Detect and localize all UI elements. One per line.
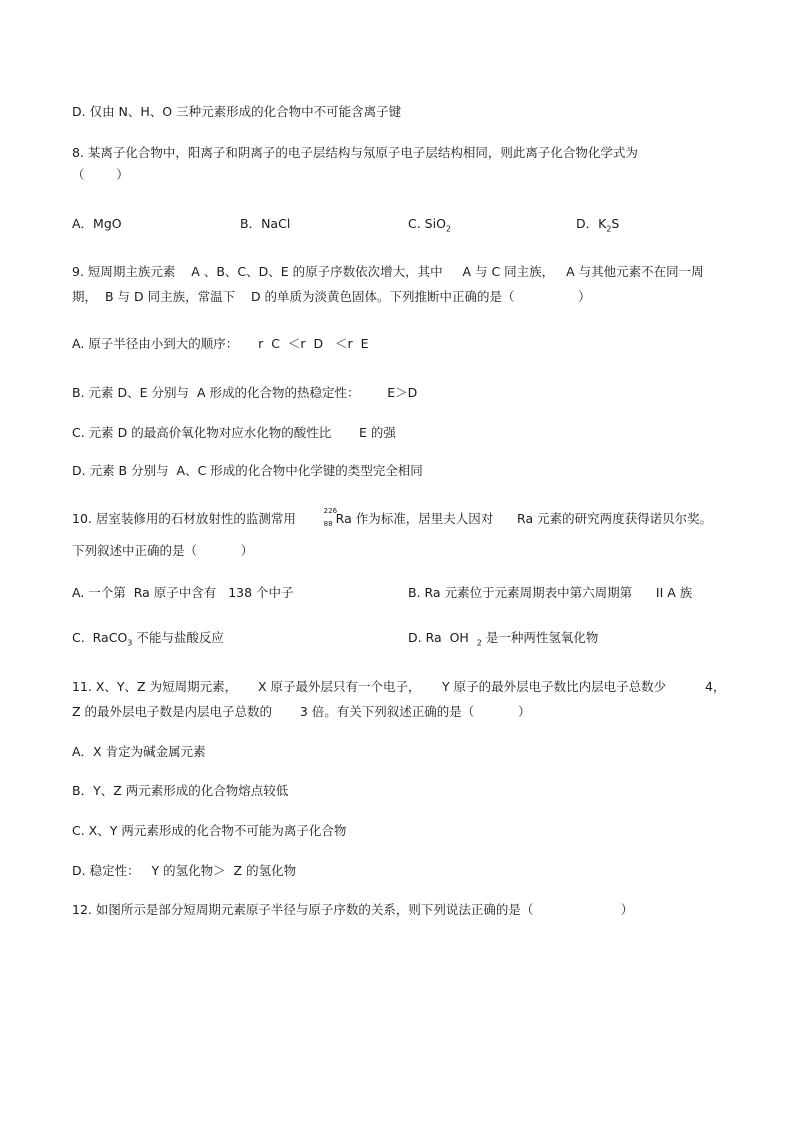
q9-option-d: D. 元素 B 分别与 A、C 形成的化合物中化学键的类型完全相同 (72, 463, 423, 478)
q11-option-b: B．Y、Z 两元素形成的化合物熔点较低 (72, 783, 289, 798)
q10-option-b: B. Ra 元素位于元素周期表中第六周期第 II A 族 (408, 585, 693, 600)
q10-options-cd (72, 630, 732, 646)
q11-option-c: C. X、Y 两元素形成的化合物不可能为离子化合物 (72, 823, 347, 838)
q9-option-b: B. 元素 D、E 分别与 A 形成的化合物的热稳定性： E＞D (72, 385, 418, 400)
q11-stem-line1: 11. X、Y、Z 为短周期元素， X 原子最外层只有一个电子， Y 原子的最外层电子数比内层电子总数少 4， (72, 679, 726, 694)
q9-stem-line1: 9. 短周期主族元素 A 、B、C、D、E 的原子序数依次增大，其中 A 与 C 同主族， A 与其他元素不在同一周 (72, 264, 704, 279)
q8-option-b: B．NaCl (240, 216, 291, 231)
q8-option-c: C. SiO$_2$ (408, 216, 452, 234)
q8-option-d: D．$K_2S$ (576, 216, 620, 234)
q10-options-ab (72, 585, 732, 601)
q8-stem: 8. 某离子化合物中，阳离子和阴离子的电子层结构与氖原子电子层结构相同，则此离子化合物化学式为 (72, 145, 638, 160)
q10-option-c: C. RaCO$_3$ 不能与盐酸反应 (72, 630, 224, 648)
q11-option-d: D. 稳定性： Y 的氢化物＞ Z 的氢化物 (72, 863, 297, 878)
q10-option-a: A. 一个第 Ra 原子中含有 138 个中子 (72, 585, 294, 600)
q8-option-a: A．MgO (72, 216, 122, 231)
q11-stem-line2: Z 的最外层电子数是内层电子总数的 3 倍。有关下列叙述正确的是（ ） (72, 704, 531, 719)
q8-answer-paren: （ ） (72, 167, 129, 182)
q10-stem-line1: 10. 居室装修用的石材放射性的监测常用 226 88 Ra 作为标准，居里夫人因对 Ra 元素的研究两度获得诺贝尔奖。 (72, 507, 713, 528)
q12-stem: 12. 如图所示是部分短周期元素原子半径与原子序数的关系，则下列说法正确的是（ ） (72, 902, 634, 917)
q8-options (72, 216, 732, 232)
q9-option-a: A. 原子半径由小到大的顺序： r C ＜r D ＜r E (72, 336, 369, 351)
q9-option-c: C. 元素 D 的最高价氧化物对应水化物的酸性比 E 的强 (72, 425, 396, 440)
radium-nuclide-symbol: 226 88 (323, 507, 338, 528)
q10-stem-line2: 下列叙述中正确的是（ ） (72, 543, 254, 558)
q9-stem-line2: 期， B 与 D 同主族，常温下 D 的单质为淡黄色固体。下列推断中正确的是（ ） (72, 289, 591, 304)
q11-option-a: A．X 肯定为碱金属元素 (72, 744, 206, 759)
q10-option-d: D. Ra OH $_2$ 是一种两性氢氧化物 (408, 630, 599, 648)
q7-option-d: D. 仅由 N、H、O 三种元素形成的化合物中不可能含离子键 (72, 104, 402, 119)
